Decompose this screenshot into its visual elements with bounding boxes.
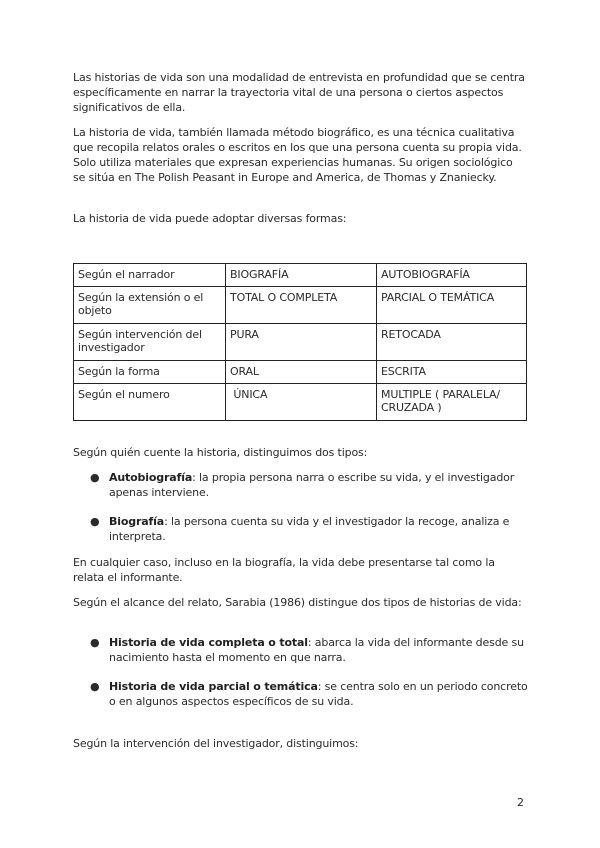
table-cell: RETOCADA (377, 324, 527, 361)
paragraph-definition: La historia de vida, también llamada método biográfico, es una técnica cualitativa que recopila relatos orales o escritos en los que una persona cuenta su propia vida. Solo utiliza materiales que expresan experiencias humanas. Su origen sociológico se sitúa en The Polish Peasant in Europe and America, de Thomas y Znaniecky. (73, 126, 522, 184)
table-cell: BIOGRAFÍA (226, 264, 377, 287)
table-row (74, 264, 527, 287)
table-cell: ORAL (226, 361, 377, 384)
paragraph-any-case: En cualquier caso, incluso en la biografía, la vida debe presentarse tal como la relata el informante. (73, 556, 495, 584)
table-row (74, 384, 527, 421)
table-cell: Según la forma (74, 361, 226, 384)
table-cell: MULTIPLE ( PARALELA/ CRUZADA ) (377, 384, 527, 421)
list-item (73, 635, 528, 665)
bullet-text: : la persona cuenta su vida y el investigador la recoge, analiza e interpreta. (109, 515, 510, 543)
list-item (73, 470, 528, 500)
bullet-text: : la propia persona narra o escribe su vida, y el investigador apenas interviene. (109, 471, 515, 499)
page-number: 2 (517, 796, 524, 809)
bullet-text: : se centra solo en un periodo concreto o en algunos aspectos específicos de su vida. (109, 680, 528, 708)
paragraph-forms-intro: La historia de vida puede adoptar diversas formas: (73, 212, 347, 225)
bullet-term: Historia de vida parcial o temática (109, 680, 318, 693)
bullet-term: Biografía (109, 515, 165, 528)
table-cell: TOTAL O COMPLETA (226, 287, 377, 324)
paragraph-scope: Según el alcance del relato, Sarabia (1986) distingue dos tipos de historias de vida: (73, 596, 522, 609)
table-cell: ESCRITA (377, 361, 527, 384)
table-row (74, 361, 527, 384)
table-row (74, 287, 527, 324)
list-item (73, 679, 528, 709)
bullet-icon: ● (90, 636, 100, 649)
table-cell: PURA (226, 324, 377, 361)
bullet-text: : abarca la vida del informante desde su nacimiento hasta el momento en que narra. (109, 636, 524, 664)
table-cell: AUTOBIOGRAFÍA (377, 264, 527, 287)
bullet-icon: ● (90, 471, 100, 484)
paragraph-intro: Las historias de vida son una modalidad de entrevista en profundidad que se centra específicamente en narrar la trayectoria vital de una persona o ciertos aspectos significativos de ella. (73, 71, 525, 114)
bullet-list-scope-2 (73, 679, 528, 709)
list-item (73, 514, 528, 544)
table-cell: Según la extensión o el objeto (74, 287, 226, 324)
paragraph-who-tells: Según quién cuente la historia, distinguimos dos tipos: (73, 446, 368, 459)
table-cell: Según intervención del investigador (74, 324, 226, 361)
table-cell: Según el narrador (74, 264, 226, 287)
paragraph-intervention: Según la intervención del investigador, distinguimos: (73, 737, 359, 750)
bullet-list-scope (73, 635, 528, 665)
bullet-icon: ● (90, 680, 100, 693)
forms-table (73, 263, 527, 421)
table-cell: Según el numero (74, 384, 226, 421)
bullet-term: Historia de vida completa o total (109, 636, 308, 649)
bullet-list-who-2 (73, 514, 528, 544)
table-cell: ÚNICA (226, 384, 377, 421)
bullet-term: Autobiografía (109, 471, 193, 484)
table-cell: PARCIAL O TEMÁTICA (377, 287, 527, 324)
bullet-icon: ● (90, 515, 100, 528)
table-row (74, 324, 527, 361)
bullet-list-who (73, 470, 528, 500)
